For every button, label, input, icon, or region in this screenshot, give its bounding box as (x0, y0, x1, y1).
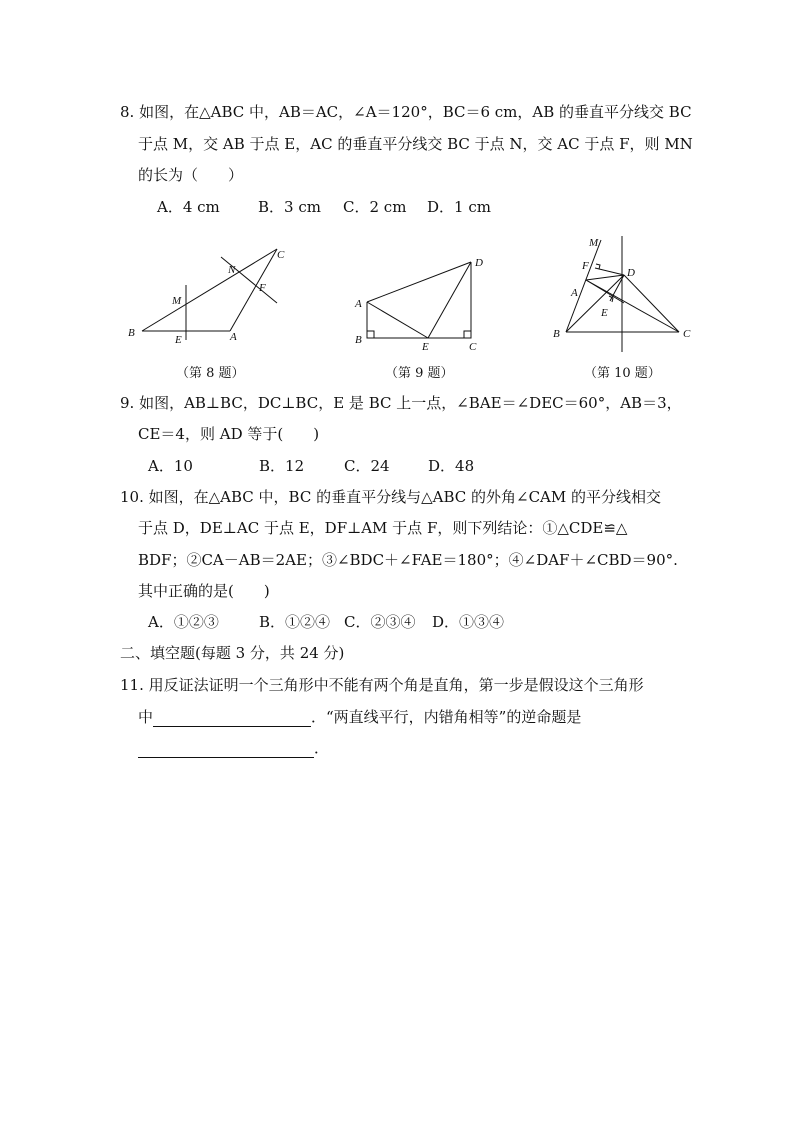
q8-option-d: D．1 cm (427, 198, 491, 216)
q10-line-2: 于点 D，DE⊥AC 于点 E，DF⊥AM 于点 F，则下列结论：①△CDE≌△ (138, 519, 628, 537)
q10-option-c: C．②③④ (344, 613, 416, 631)
q8-options (157, 197, 491, 217)
q11-line-2-prefix: 中 (138, 708, 154, 726)
fig8-label-a: A (230, 331, 237, 343)
q10-options (148, 612, 504, 632)
q9-option-d: D．48 (428, 457, 475, 475)
q10-option-b: B．①②④ (259, 613, 331, 631)
fig10-label-c: C (683, 328, 691, 340)
q9-options (148, 456, 474, 476)
fig10-caption: （第 10 题） (584, 366, 661, 381)
fig8-label-b: B (128, 327, 135, 339)
q9-option-a: A．10 (148, 457, 193, 475)
q11-line-3 (138, 738, 329, 758)
q8-option-c: C．2 cm (343, 198, 407, 216)
q10-line-3: BDF；②CA－AB＝2AE；③∠BDC＋∠FAE＝180°；④∠DAF＋∠CBD＝90°. (138, 551, 678, 569)
q11-line-2-suffix: ．“两直线平行，内错角相等”的逆命题是 (311, 708, 582, 726)
fig9-label-a: A (355, 298, 362, 310)
q11-blank-1[interactable] (153, 710, 311, 727)
q9-line-2: CE＝4，则 AD 等于( ) (138, 425, 320, 443)
q8-line-2: 于点 M，交 AB 于点 E，AC 的垂直平分线交 BC 于点 N，交 AC 于点 F，则 MN (138, 135, 693, 153)
figure-8 (120, 240, 300, 352)
q10-line-1: 10. 如图，在△ABC 中，BC 的垂直平分线与△ABC 的外角∠CAM 的平分线相交 (120, 488, 662, 506)
fig9-label-d: D (475, 257, 483, 269)
fig9-caption: （第 9 题） (385, 366, 454, 381)
fig10-label-a: A (571, 287, 578, 299)
q8-option-a: A．4 cm (157, 198, 220, 216)
q11-blank-2[interactable] (138, 741, 314, 758)
q8-option-b: B．3 cm (258, 198, 321, 216)
fig9-label-c: C (469, 341, 477, 353)
q10-option-d: D．①③④ (432, 613, 505, 631)
fig10-label-f: F (582, 260, 589, 272)
section-2-heading: 二、填空题(每题 3 分，共 24 分) (120, 644, 345, 662)
q11-line-2 (138, 707, 581, 727)
fig8-label-n: N (228, 264, 236, 276)
fig8-label-c: C (277, 249, 285, 261)
fig8-label-m: M (172, 295, 182, 307)
fig9-label-b: B (355, 334, 362, 346)
q9-option-c: C．24 (344, 457, 390, 475)
fig10-label-b: B (553, 328, 560, 340)
q10-line-4: 其中正确的是( ) (138, 582, 270, 600)
fig8-label-e: E (175, 334, 182, 346)
q8-line-3: 的长为（ ） (138, 166, 244, 184)
q11-line-1: 11. 用反证法证明一个三角形中不能有两个角是直角，第一步是假设这个三角形 (120, 676, 644, 694)
q11-line-3-suffix: ． (314, 739, 330, 757)
q8-line-1: 8. 如图，在△ABC 中，AB＝AC，∠A＝120°，BC＝6 cm，AB 的垂直平分线交 BC (120, 103, 692, 121)
fig8-label-f: F (259, 282, 266, 294)
q10-option-a: A．①②③ (148, 613, 219, 631)
fig8-caption: （第 8 题） (176, 366, 245, 381)
q9-option-b: B．12 (259, 457, 305, 475)
figure-10 (545, 232, 705, 357)
fig10-label-e: E (601, 307, 608, 319)
q9-line-1: 9. 如图，AB⊥BC，DC⊥BC，E 是 BC 上一点，∠BAE＝∠DEC＝60°，AB＝3， (120, 394, 682, 412)
fig10-label-d: D (627, 267, 635, 279)
figure-9 (350, 250, 500, 355)
fig10-label-m: M (589, 237, 599, 249)
fig9-label-e: E (422, 341, 429, 353)
